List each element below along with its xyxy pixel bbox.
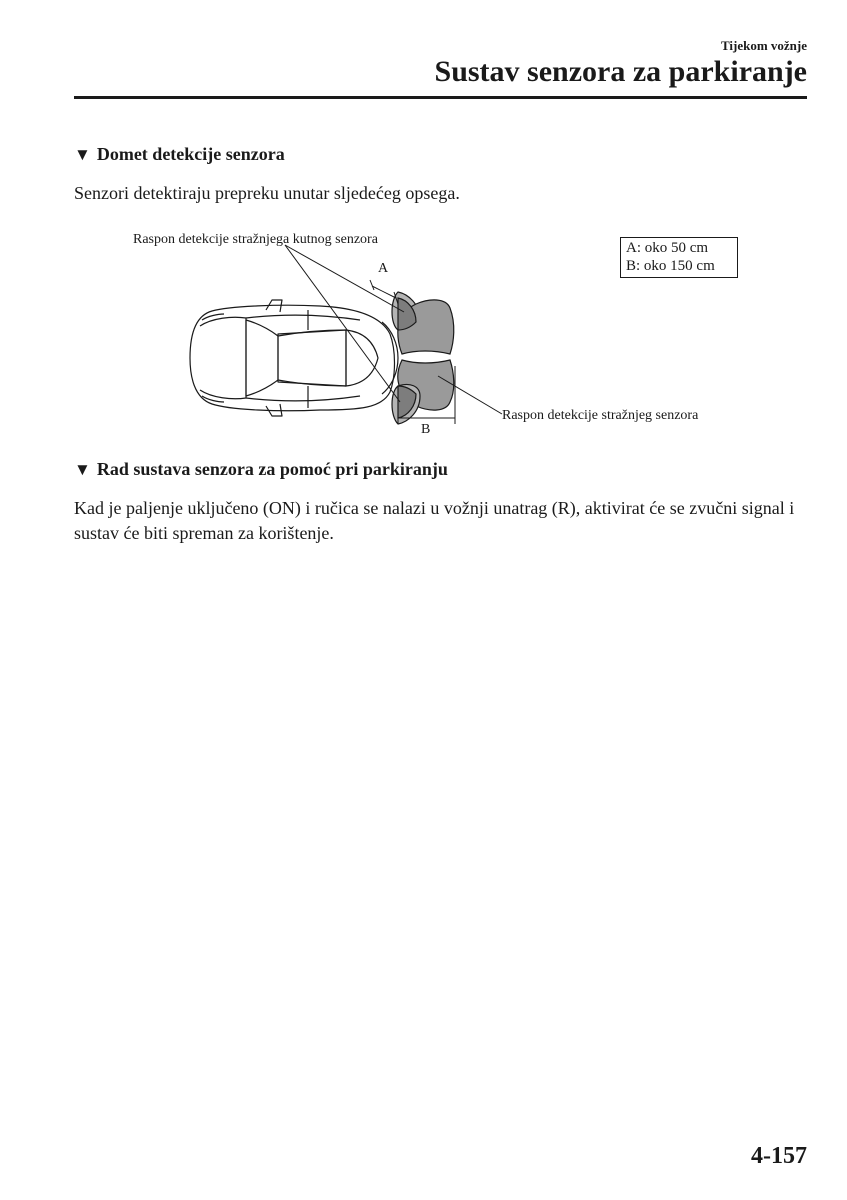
title-rule xyxy=(74,96,807,99)
legend-b: B: oko 150 cm xyxy=(626,258,715,274)
car-rear-window xyxy=(346,330,378,386)
dimension-a-label: A xyxy=(378,261,389,276)
triangle-down-icon: ▼ xyxy=(74,145,91,164)
dimension-b-label: B xyxy=(421,422,431,437)
section-label: Tijekom vožnje xyxy=(720,38,807,53)
legend-a: A: oko 50 cm xyxy=(626,240,709,256)
heading-system-operation-text: Rad sustava senzora za pomoć pri parkiranju xyxy=(96,459,448,479)
page-number: 4-157 xyxy=(751,1143,807,1169)
heading-detection-range xyxy=(74,144,285,165)
heading-system-operation xyxy=(74,459,448,480)
corner-sensor-label: Raspon detekcije stražnjega kutnog senzora xyxy=(133,232,378,247)
car-roof xyxy=(278,330,346,386)
rear-sensor-label: Raspon detekcije stražnjeg senzora xyxy=(502,408,699,423)
range-legend-box xyxy=(620,237,738,278)
paragraph-detection-range: Senzori detektiraju prepreku unutar sljedećeg opsega. xyxy=(74,183,460,203)
paragraph-system-operation: Kad je paljenje uključeno (ON) i ručica se nalazi u vožnji unatrag (R), aktivirat će se zvučni signal i sustav će biti spreman za korištenje. xyxy=(74,498,795,543)
sensor-range-figure xyxy=(120,226,760,440)
page-title: Sustav senzora za parkiranje xyxy=(434,55,807,88)
heading-detection-range-text: Domet detekcije senzora xyxy=(96,144,285,164)
car-windshield xyxy=(246,320,278,396)
triangle-down-icon: ▼ xyxy=(74,460,91,479)
car-hood xyxy=(200,317,246,398)
car-body xyxy=(190,305,395,411)
car-mirror-left xyxy=(266,300,282,312)
car-mirror-right xyxy=(266,404,282,416)
